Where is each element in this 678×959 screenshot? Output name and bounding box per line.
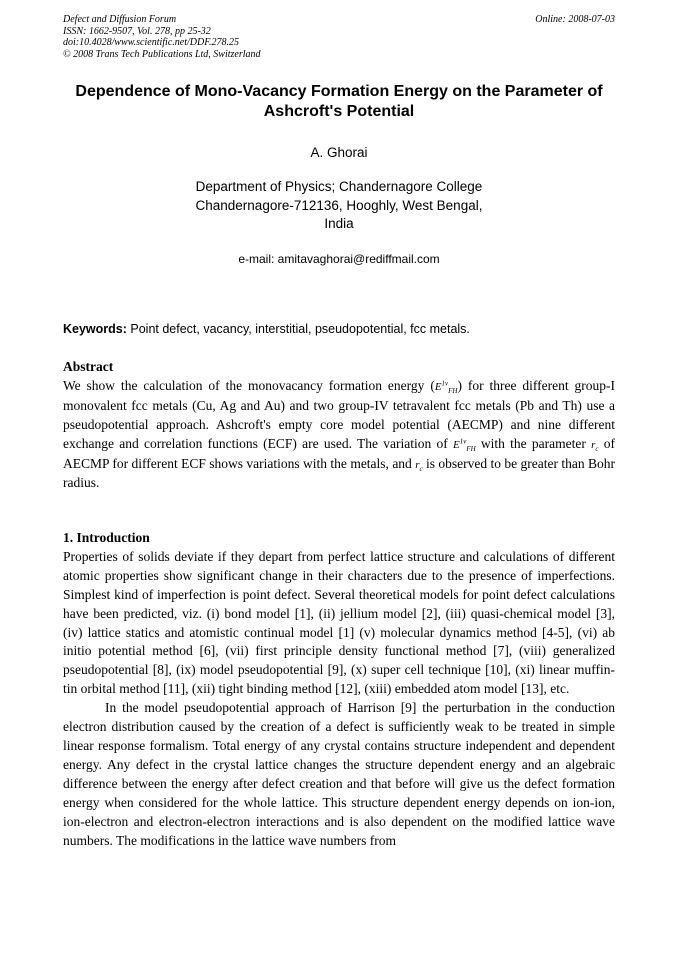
affiliation-line-3: India: [324, 216, 354, 231]
introduction-section: [63, 529, 615, 850]
abstract-text-part: is observed to be greater than Bohr radius.: [63, 455, 615, 491]
symbol-e: E: [434, 380, 442, 393]
online-date: Online: 2008-07-03: [535, 14, 615, 25]
affiliation-line-2: Chandernagore-712136, Hooghly, West Bengal,: [195, 197, 483, 213]
symbol-e-sup: 1v: [459, 436, 467, 445]
abstract-text-part: We show the calculation of the monovacancy formation energy (: [63, 377, 435, 393]
symbol-e-sub: FH: [448, 387, 458, 396]
formation-energy-symbol: [452, 436, 476, 453]
introduction-paragraph-2: In the model pseudopotential approach of Harrison [9] the perturbation in the conduction electron distribution caused by the creation of a defect is sufficiently weak to be treated in simple linear response formalism. Total energy of any crystal contains structure independent and dependent energy. Any defect in the crystal lattice changes the structure dependent energy and an algebraic difference between the energy after defect creation and that before will give us the defect formation energy when considered for the whole lattice. This structure dependent energy depends on ion-ion, ion-electron and electron-electron interactions and is also dependent on the modified lattice wave numbers. The modifications in the lattice wave numbers from: [63, 700, 615, 848]
symbol-r: r: [415, 458, 420, 471]
journal-name: Defect and Diffusion Forum: [63, 14, 177, 25]
symbol-r-sub: c: [595, 444, 599, 453]
symbol-e: E: [452, 438, 460, 451]
core-radius-symbol: [415, 459, 422, 471]
keywords: [63, 322, 615, 337]
journal-issn: ISSN: 1662-9507, Vol. 278, pp 25-32: [63, 25, 211, 37]
symbol-e-sub: FH: [466, 444, 476, 453]
symbol-r: r: [591, 438, 596, 451]
formation-energy-symbol: [434, 379, 458, 396]
abstract-section: [63, 358, 615, 493]
abstract-text: [63, 377, 615, 493]
author-email: e-mail: amitavaghorai@rediffmail.com: [238, 252, 440, 266]
journal-doi: doi:10.4028/www.scientific.net/DDF.278.25: [63, 37, 240, 48]
core-radius-symbol: [591, 439, 598, 451]
author-name: A. Ghorai: [310, 145, 368, 160]
abstract-heading: Abstract: [63, 359, 114, 374]
symbol-e-sup: 1v: [441, 379, 449, 388]
abstract-text-part: with the parameter: [475, 435, 592, 451]
journal-header: [63, 14, 615, 60]
abstract-text-part: of AECMP for different ECF shows variations with the metals, and: [63, 435, 615, 471]
keywords-text: Point defect, vacancy, interstitial, pseudopotential, fcc metals.: [126, 322, 470, 336]
affiliation-line-1: Department of Physics; Chandernagore College: [195, 179, 483, 194]
paper-title: Dependence of Mono-Vacancy Formation Energy on the Parameter of Ashcroft's Potential: [75, 83, 603, 120]
symbol-r-sub: c: [419, 464, 423, 473]
introduction-paragraph-1: Properties of solids deviate if they depart from perfect lattice structure and calculations of different atomic properties show significant change in their characters due to the presence of imperfections. Simplest kind of imperfection is point defect. Several theoretical models for point defect calculations have been predicted, viz. (i) bond model [1], (ii) jellium model [2], (iii) quasi-chemical model [3], (iv) lattice statics and atomistic continual model [1] (v) molecular dynamics method [4-5], (vi) ab initio potential method [6], (vii) first principle density functional method [7], (viii) generalized pseudopotential [8], (ix) model pseudopotential [9], (x) super cell technique [10], (xi) linear muffin-tin orbital method [11], (xii) tight binding method [12], (xiii) embedded atom model [13], etc.: [63, 548, 615, 697]
affiliation: [63, 178, 615, 234]
abstract-text-part: ) for three different group-I monovalent fcc metals (Cu, Ag and Au) and two group-IV tetravalent fcc metals (Pb and Th) use a pseudopotential approach. Ashcroft's empty core model potential (AECMP) and nine different exchange and correlation functions (ECF) are used. The variation of: [63, 377, 615, 451]
keywords-label: Keywords:: [63, 322, 127, 336]
introduction-heading: 1. Introduction: [63, 530, 150, 545]
journal-copyright: © 2008 Trans Tech Publications Ltd, Switzerland: [63, 48, 261, 60]
